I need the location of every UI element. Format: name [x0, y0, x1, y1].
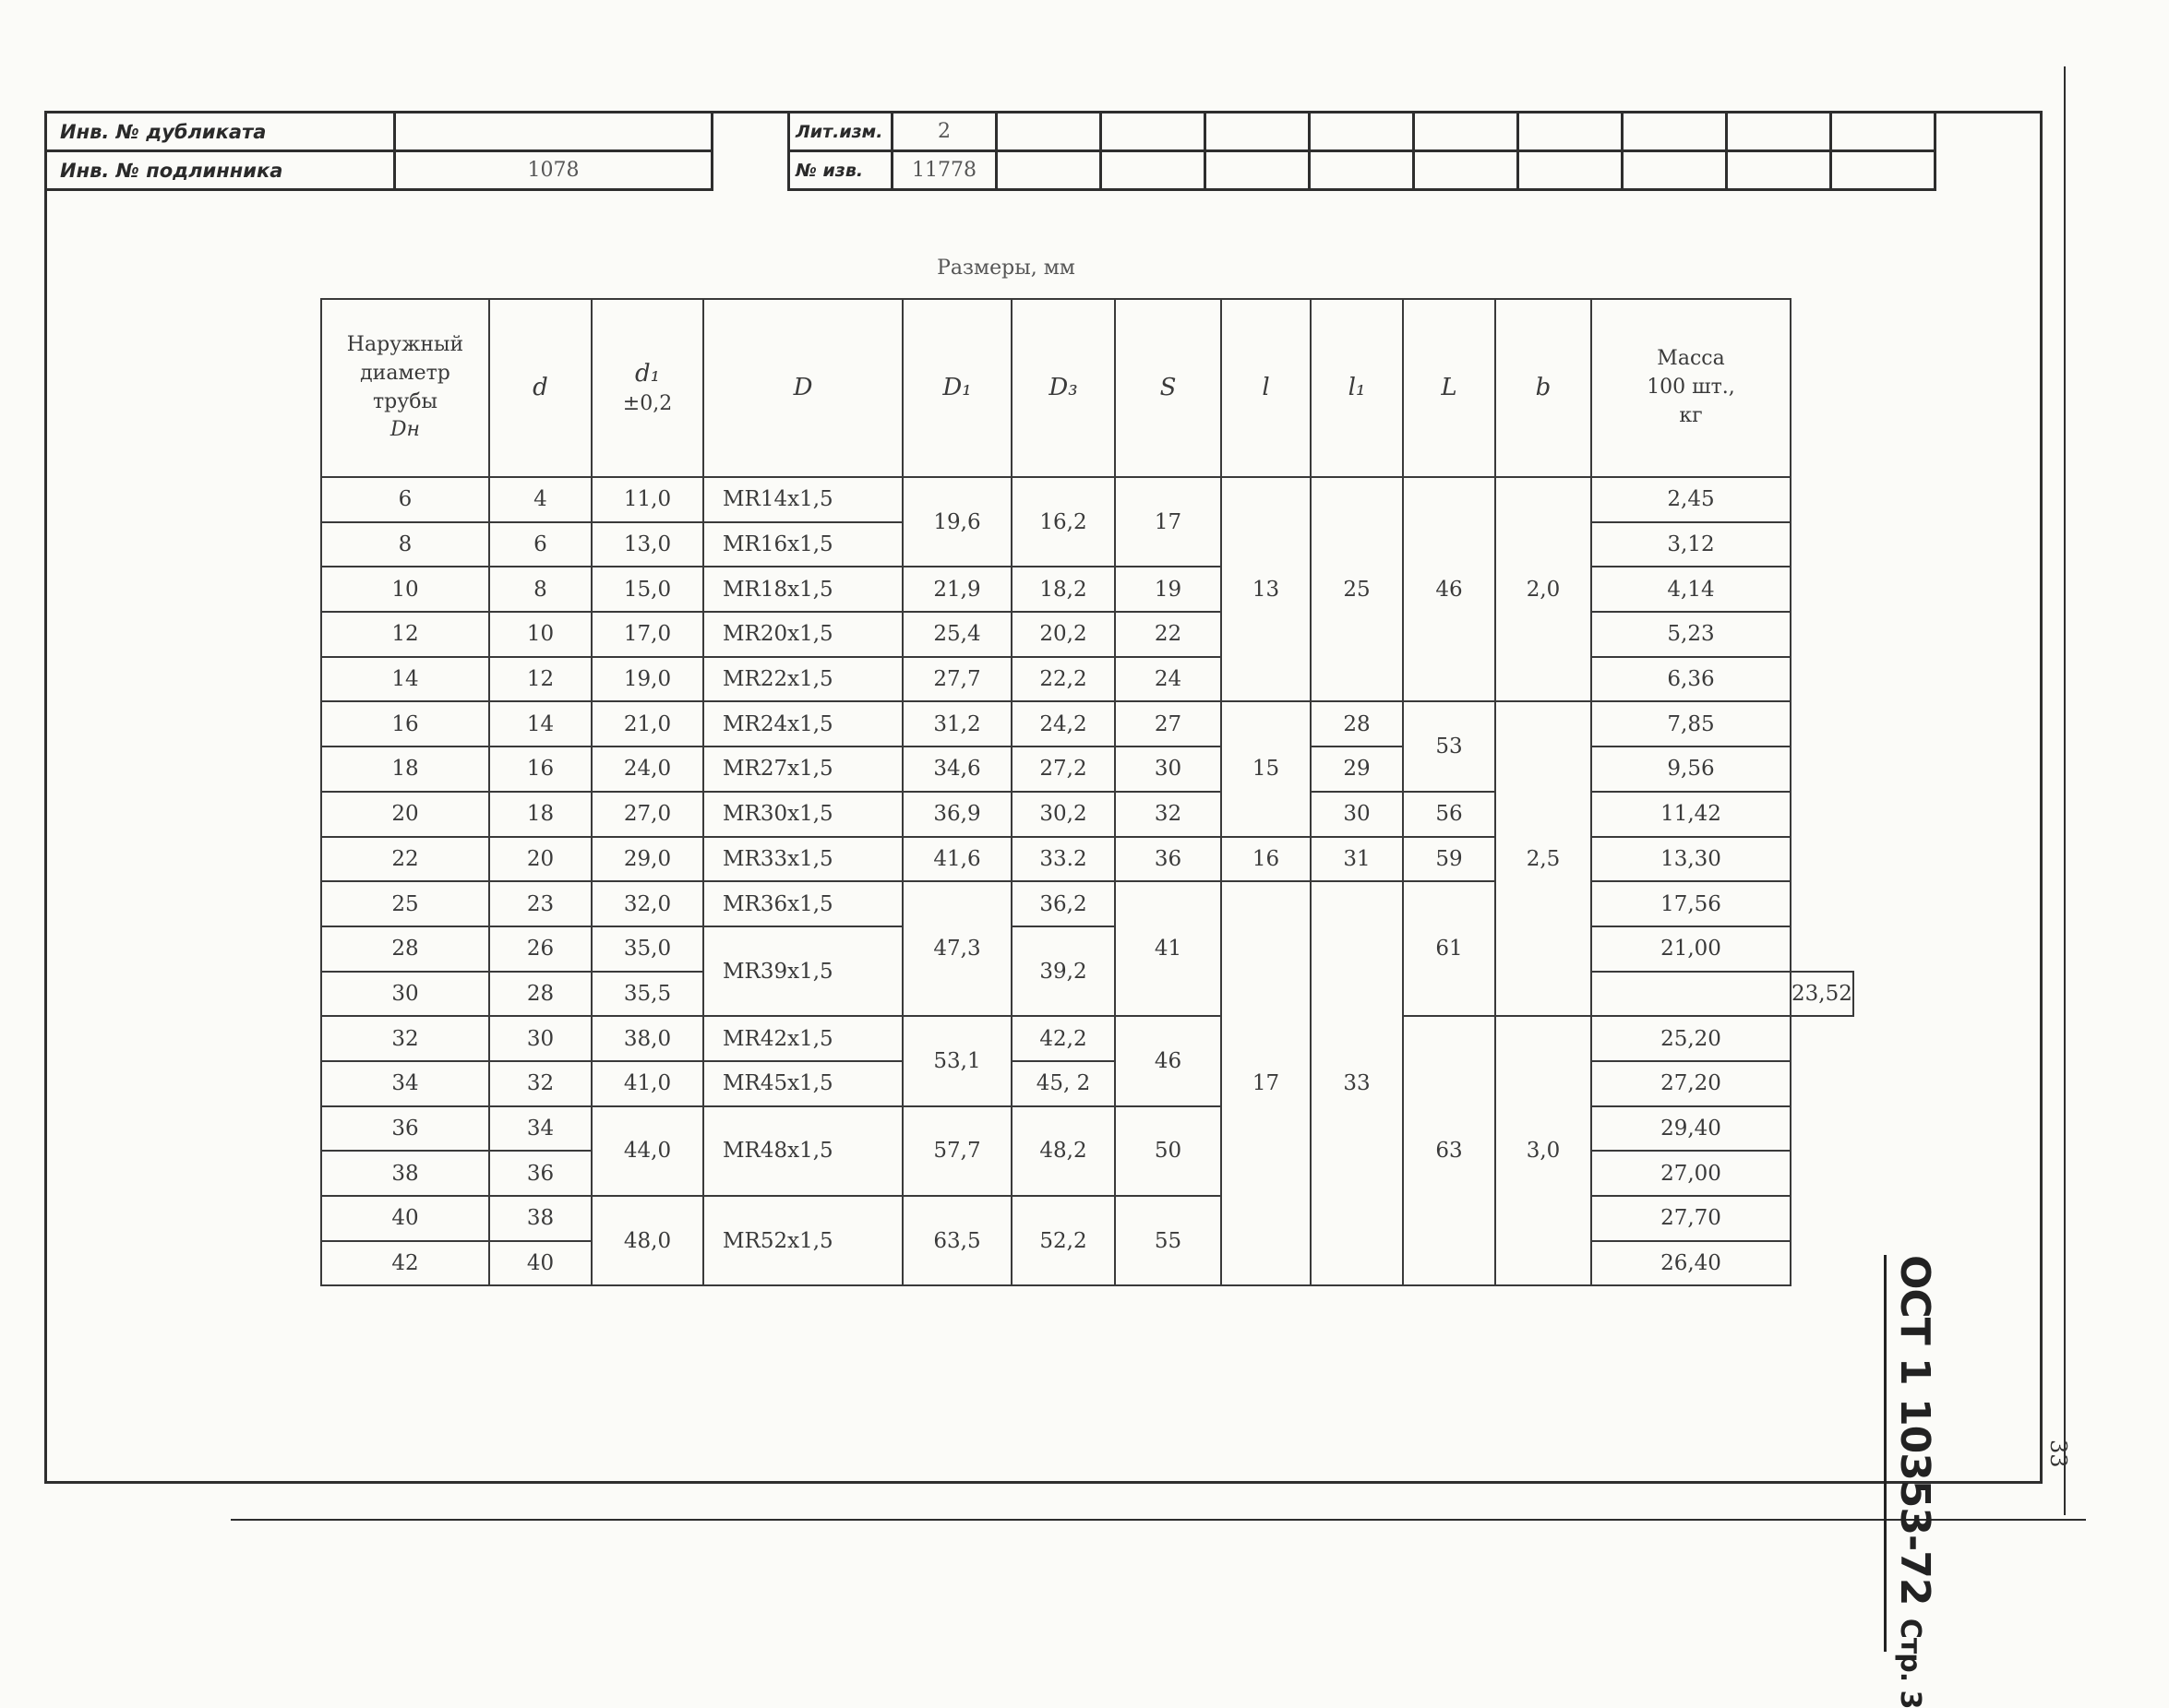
cell-D3: 24,2 — [1012, 701, 1115, 747]
cell-dn: 10 — [321, 567, 489, 612]
table-row — [321, 1061, 1853, 1106]
cell-L: 53 — [1403, 701, 1495, 791]
cell-l1: 25 — [1311, 477, 1403, 701]
change-cell — [1518, 113, 1623, 151]
cell-dn: 12 — [321, 612, 489, 657]
change-cell — [1310, 151, 1414, 190]
change-cell — [1414, 151, 1518, 190]
cell-dn: 8 — [321, 522, 489, 567]
cell-d: 10 — [489, 612, 592, 657]
table-row — [321, 701, 1853, 747]
cell-d: 26 — [489, 926, 592, 972]
cell-D1: 47,3 — [903, 881, 1012, 1016]
cell-d1: 17,0 — [592, 612, 703, 657]
cell-dn: 6 — [321, 477, 489, 522]
header-dn-line1: Наружный — [346, 332, 464, 356]
cell-D3: 52,2 — [1012, 1196, 1115, 1285]
header-d: d — [489, 299, 592, 477]
cell-S: 30 — [1115, 747, 1221, 792]
duplicate-value — [395, 113, 713, 151]
table-row — [321, 657, 1853, 702]
cell-D: MR45x1,5 — [703, 1061, 903, 1106]
cell-mass: 27,70 — [1591, 1196, 1791, 1241]
cell-mass: 17,56 — [1591, 881, 1791, 926]
original-label: Инв. № подлинника — [46, 151, 395, 190]
cell-dn: 36 — [321, 1106, 489, 1152]
change-cell — [1518, 151, 1623, 190]
cell-d1: 27,0 — [592, 792, 703, 837]
cell-D3: 39,2 — [1012, 926, 1115, 1016]
cell-D: MR30x1,5 — [703, 792, 903, 837]
cell-d: 8 — [489, 567, 592, 612]
cell-D3: 33.2 — [1012, 837, 1115, 882]
cell-S: 50 — [1115, 1106, 1221, 1196]
cell-dn: 22 — [321, 837, 489, 882]
change-cell — [1414, 113, 1518, 151]
cell-d: 14 — [489, 701, 592, 747]
cell-S: 46 — [1115, 1016, 1221, 1105]
cell-dn: 34 — [321, 1061, 489, 1106]
duplicate-label: Инв. № дубликата — [46, 113, 395, 151]
cell-l1: 33 — [1311, 881, 1403, 1285]
dimensions-table — [320, 298, 1854, 1286]
cell-mass: 21,00 — [1591, 926, 1791, 972]
header-d1-tolerance: ±0,2 — [622, 392, 673, 416]
cell-d: 38 — [489, 1196, 592, 1241]
cell-b: 2,0 — [1495, 477, 1591, 701]
header-b: b — [1495, 299, 1591, 477]
cell-b — [1591, 972, 1791, 1017]
cell-D: MR52x1,5 — [703, 1196, 903, 1285]
cell-mass: 4,14 — [1591, 567, 1791, 612]
cell-D1: 53,1 — [903, 1016, 1012, 1105]
cell-dn: 20 — [321, 792, 489, 837]
original-value: 1078 — [395, 151, 713, 190]
cell-d: 30 — [489, 1016, 592, 1061]
cell-D1: 63,5 — [903, 1196, 1012, 1285]
cell-dn: 40 — [321, 1196, 489, 1241]
cell-d1: 32,0 — [592, 881, 703, 926]
table-row — [321, 747, 1853, 792]
cell-mass: 27,00 — [1591, 1151, 1791, 1196]
change-cell — [1101, 151, 1205, 190]
cell-dn: 28 — [321, 926, 489, 972]
cell-mass: 13,30 — [1591, 837, 1791, 882]
cell-d1: 11,0 — [592, 477, 703, 522]
cell-D1: 31,2 — [903, 701, 1012, 747]
cell-dn: 25 — [321, 881, 489, 926]
header-outer-diameter — [321, 299, 489, 477]
header-dn-symbol: Dн — [389, 418, 421, 442]
header-l: l — [1221, 299, 1311, 477]
header-l1: l₁ — [1311, 299, 1403, 477]
cell-d1: 19,0 — [592, 657, 703, 702]
cell-L: 61 — [1403, 881, 1495, 1016]
sheet-value: 2 — [893, 113, 997, 151]
cell-d: 34 — [489, 1106, 592, 1152]
cell-d: 36 — [489, 1151, 592, 1196]
cell-D3: 22,2 — [1012, 657, 1115, 702]
cell-D1: 41,6 — [903, 837, 1012, 882]
cell-D: MR39x1,5 — [703, 926, 903, 1016]
cell-mass: 29,40 — [1591, 1106, 1791, 1152]
cell-d1: 44,0 — [592, 1106, 703, 1196]
cell-D1: 25,4 — [903, 612, 1012, 657]
cell-S: 22 — [1115, 612, 1221, 657]
cell-mass: 5,23 — [1591, 612, 1791, 657]
change-cell — [1831, 151, 1935, 190]
cell-d1: 38,0 — [592, 1016, 703, 1061]
table-row — [321, 567, 1853, 612]
header-dn-line3: трубы — [373, 389, 437, 413]
header-L: L — [1403, 299, 1495, 477]
cell-mass: 3,12 — [1591, 522, 1791, 567]
change-cell — [997, 113, 1101, 151]
cell-l1: 29 — [1311, 747, 1403, 792]
table-row — [321, 1106, 1853, 1152]
table-row — [321, 612, 1853, 657]
table-row — [321, 837, 1853, 882]
cell-S: 24 — [1115, 657, 1221, 702]
cell-dn: 32 — [321, 1016, 489, 1061]
change-cell — [1205, 151, 1310, 190]
cell-D3: 27,2 — [1012, 747, 1115, 792]
cell-L: 56 — [1403, 792, 1495, 837]
cell-D: MR20x1,5 — [703, 612, 903, 657]
cell-S: 19 — [1115, 567, 1221, 612]
cell-D: MR48x1,5 — [703, 1106, 903, 1196]
cell-D1: 34,6 — [903, 747, 1012, 792]
cell-d: 18 — [489, 792, 592, 837]
cell-d: 16 — [489, 747, 592, 792]
header-D: D — [703, 299, 903, 477]
cell-D: MR42x1,5 — [703, 1016, 903, 1061]
cell-D3: 30,2 — [1012, 792, 1115, 837]
cell-mass: 9,56 — [1591, 747, 1791, 792]
cell-d: 28 — [489, 972, 592, 1017]
change-cell — [1623, 113, 1727, 151]
standard-code — [1884, 1255, 1938, 1708]
cell-D: MR36x1,5 — [703, 881, 903, 926]
cell-l: 17 — [1221, 881, 1311, 1285]
cell-d: 40 — [489, 1241, 592, 1286]
change-cell — [997, 151, 1101, 190]
cell-S: 55 — [1115, 1196, 1221, 1285]
header-dn-line2: диаметр — [360, 361, 450, 385]
cell-d1: 35,0 — [592, 926, 703, 972]
cell-D3: 20,2 — [1012, 612, 1115, 657]
header-mass-line1: Масса — [1657, 347, 1725, 371]
cell-d1: 13,0 — [592, 522, 703, 567]
bottom-rule — [231, 1519, 2086, 1521]
cell-D3: 45, 2 — [1012, 1061, 1115, 1106]
cell-mass: 26,40 — [1591, 1241, 1791, 1286]
cell-S: 17 — [1115, 477, 1221, 567]
notice-label: № изв. — [789, 151, 893, 190]
table-row — [321, 1016, 1853, 1061]
cell-D3: 42,2 — [1012, 1016, 1115, 1061]
cell-D3: 36,2 — [1012, 881, 1115, 926]
cell-mass: 2,45 — [1591, 477, 1791, 522]
cell-S: 32 — [1115, 792, 1221, 837]
change-cell — [1831, 113, 1935, 151]
header-D1: D₁ — [903, 299, 1012, 477]
cell-d1: 24,0 — [592, 747, 703, 792]
cell-l1: 31 — [1311, 837, 1403, 882]
header-mass — [1591, 299, 1791, 477]
cell-b: 2,5 — [1495, 701, 1591, 1016]
cell-b: 3,0 — [1495, 1016, 1591, 1285]
cell-D1: 36,9 — [903, 792, 1012, 837]
cell-d: 32 — [489, 1061, 592, 1106]
cell-L: 63 — [1403, 1016, 1495, 1285]
cell-S: 41 — [1115, 881, 1221, 1016]
cell-dn: 18 — [321, 747, 489, 792]
cell-d1: 35,5 — [592, 972, 703, 1017]
cell-D: MR33x1,5 — [703, 837, 903, 882]
inventory-block — [44, 111, 713, 191]
cell-D1: 27,7 — [903, 657, 1012, 702]
sheet-label: Лит.изм. — [789, 113, 893, 151]
cell-S: 36 — [1115, 837, 1221, 882]
cell-dn: 16 — [321, 701, 489, 747]
page-label: Стр. 3 — [1894, 1618, 1926, 1708]
header-S: S — [1115, 299, 1221, 477]
cell-d: 20 — [489, 837, 592, 882]
cell-D3: 48,2 — [1012, 1106, 1115, 1196]
change-cell — [1727, 151, 1831, 190]
cell-dn: 38 — [321, 1151, 489, 1196]
cell-mass: 27,20 — [1591, 1061, 1791, 1106]
cell-D3: 18,2 — [1012, 567, 1115, 612]
cell-D: MR27x1,5 — [703, 747, 903, 792]
cell-D1: 19,6 — [903, 477, 1012, 567]
page-number: 33 — [2045, 1439, 2071, 1468]
cell-d1: 29,0 — [592, 837, 703, 882]
header-D3: D₃ — [1012, 299, 1115, 477]
cell-D: MR24x1,5 — [703, 701, 903, 747]
table-row — [321, 477, 1853, 522]
cell-d: 23 — [489, 881, 592, 926]
cell-d: 12 — [489, 657, 592, 702]
cell-d1: 41,0 — [592, 1061, 703, 1106]
notice-value: 11778 — [893, 151, 997, 190]
cell-D: MR14x1,5 — [703, 477, 903, 522]
cell-l: 15 — [1221, 701, 1311, 836]
table-row — [321, 792, 1853, 837]
table-row — [321, 926, 1853, 972]
cell-d1: 21,0 — [592, 701, 703, 747]
cell-d: 4 — [489, 477, 592, 522]
cell-dn: 30 — [321, 972, 489, 1017]
cell-l1: 30 — [1311, 792, 1403, 837]
table-row — [321, 1196, 1853, 1241]
cell-L: 46 — [1403, 477, 1495, 701]
cell-dn: 14 — [321, 657, 489, 702]
cell-d: 6 — [489, 522, 592, 567]
cell-S: 27 — [1115, 701, 1221, 747]
change-cell — [1727, 113, 1831, 151]
cell-mass: 11,42 — [1591, 792, 1791, 837]
cell-D: MR16x1,5 — [703, 522, 903, 567]
cell-D: MR22x1,5 — [703, 657, 903, 702]
change-cell — [1101, 113, 1205, 151]
header-row — [321, 299, 1853, 477]
cell-l1: 28 — [1311, 701, 1403, 747]
cell-D1: 21,9 — [903, 567, 1012, 612]
header-d1 — [592, 299, 703, 477]
change-block — [787, 111, 1936, 191]
header-mass-line3: кг — [1679, 403, 1703, 427]
cell-mass: 25,20 — [1591, 1016, 1791, 1061]
change-cell — [1310, 113, 1414, 151]
header-mass-line2: 100 шт., — [1647, 376, 1735, 400]
cell-mass: 7,85 — [1591, 701, 1791, 747]
change-cell — [1205, 113, 1310, 151]
cell-mass: 6,36 — [1591, 657, 1791, 702]
right-rule — [2064, 66, 2066, 1515]
cell-d1: 15,0 — [592, 567, 703, 612]
cell-l: 13 — [1221, 477, 1311, 701]
change-cell — [1623, 151, 1727, 190]
cell-D3: 16,2 — [1012, 477, 1115, 567]
cell-D1: 57,7 — [903, 1106, 1012, 1196]
header-d1-symbol: d₁ — [634, 359, 661, 388]
cell-dn: 42 — [321, 1241, 489, 1286]
standard-code-text: ОСТ 1 10353-72 — [1891, 1255, 1938, 1606]
cell-d1: 48,0 — [592, 1196, 703, 1285]
cell-l: 16 — [1221, 837, 1311, 882]
dimensions-caption: Размеры, мм — [937, 257, 1075, 280]
table-row — [321, 881, 1853, 926]
cell-mass: 23,52 — [1791, 972, 1853, 1017]
cell-L: 59 — [1403, 837, 1495, 882]
cell-D: MR18x1,5 — [703, 567, 903, 612]
